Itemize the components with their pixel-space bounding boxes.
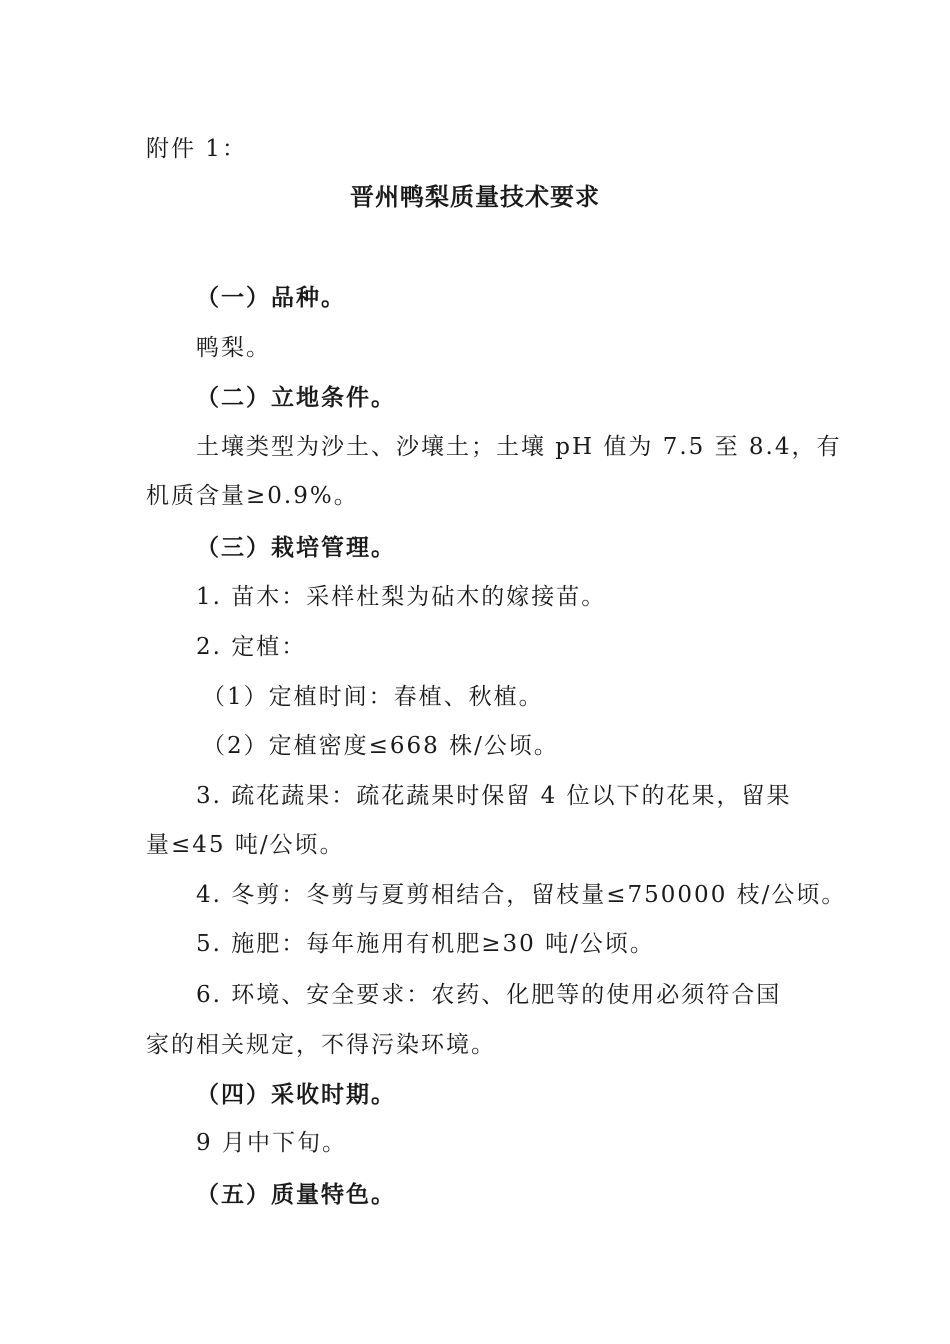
section-heading-site-conditions: （二）立地条件。 [196,384,396,411]
list-subitem-planting-time: （1）定植时间：春植、秋植。 [202,684,544,710]
list-item-pruning: 4. 冬剪：冬剪与夏剪相结合，留枝量≤750000 枝/公顷。 [196,882,847,908]
annex-label: 附件 1： [146,136,247,162]
list-item-fertilizing: 5. 施肥：每年施用有机肥≥30 吨/公顷。 [196,931,655,957]
section-heading-quality: （五）质量特色。 [196,1181,396,1208]
paragraph-soil-line1: 土壤类型为沙土、沙壤土；土壤 pH 值为 7.5 至 8.4，有 [196,434,842,460]
list-item-planting: 2. 定植： [196,634,307,660]
list-item-environment-line2: 家的相关规定，不得污染环境。 [146,1032,496,1058]
list-item-seedlings: 1. 苗木：采样杜梨为砧木的嫁接苗。 [196,584,607,610]
section-heading-cultivation: （三）栽培管理。 [196,534,396,561]
list-item-thinning-line2: 量≤45 吨/公顷。 [146,832,345,858]
paragraph-soil-line2: 机质含量≥0.9%。 [146,483,359,509]
paragraph-variety: 鸭梨。 [196,335,271,361]
list-item-thinning-line1: 3. 疏花蔬果：疏花蔬果时保留 4 位以下的花果，留果 [196,783,792,809]
section-heading-harvest: （四）采收时期。 [196,1081,396,1108]
paragraph-harvest: 9 月中下旬。 [196,1130,347,1156]
section-heading-variety: （一）品种。 [196,284,346,311]
document-title: 晋州鸭梨质量技术要求 [350,182,600,211]
list-subitem-planting-density: （2）定植密度≤668 株/公顷。 [202,733,559,759]
list-item-environment-line1: 6. 环境、安全要求：农药、化肥等的使用必须符合国 [196,982,782,1008]
